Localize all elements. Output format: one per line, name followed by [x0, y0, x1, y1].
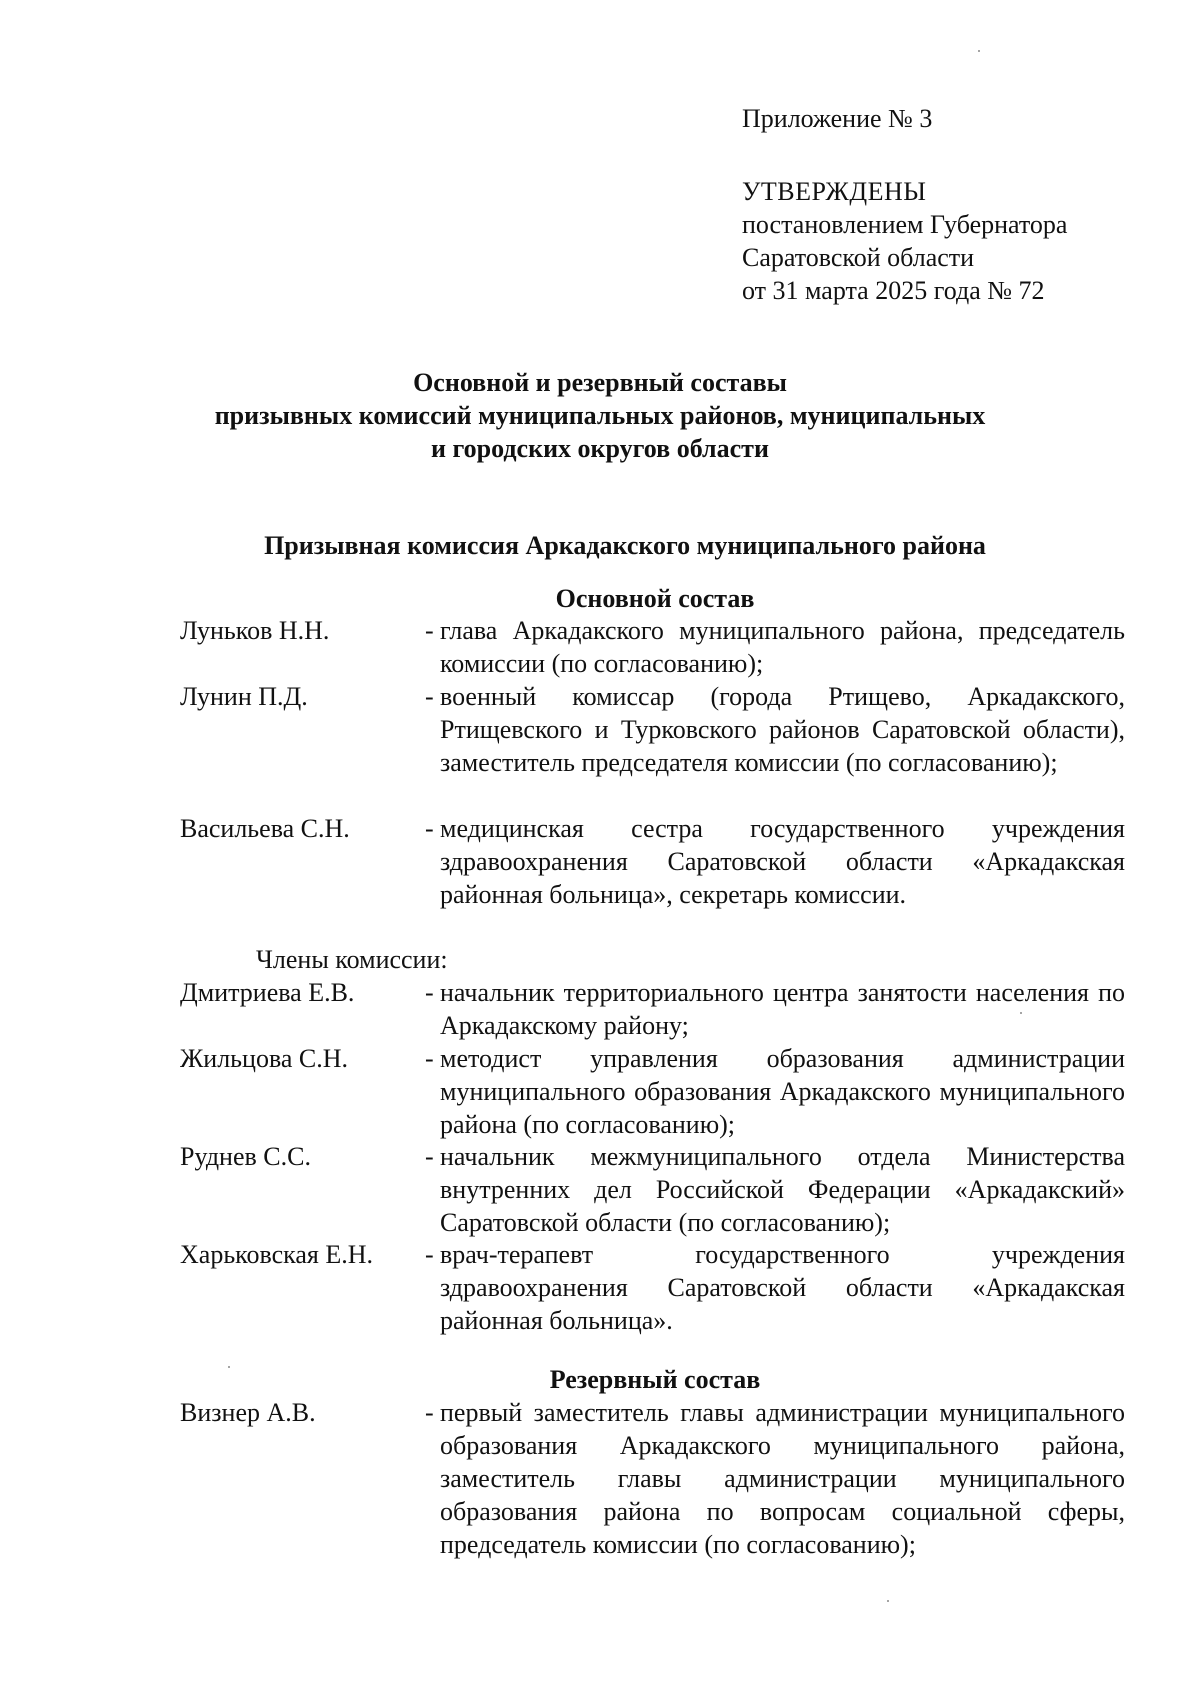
member-name: Руднев С.С.: [180, 1142, 311, 1171]
scan-speck: [228, 1366, 230, 1368]
scan-speck: [978, 50, 980, 52]
member-position: медицинская сестра государственного учреждения здравоохранения Саратовской области «Аркадакская районная больница», секретарь комиссии.: [440, 814, 1125, 909]
member-name: Визнер А.В.: [180, 1398, 316, 1427]
member-name: Лунин П.Д.: [180, 682, 308, 711]
member-position: врач-терапевт государственного учреждения здравоохранения Саратовской области «Аркадакская районная больница».: [440, 1240, 1125, 1335]
member-entry: [180, 976, 1125, 1042]
dash: -: [425, 1240, 434, 1269]
dash: -: [425, 1398, 434, 1427]
members-label: Члены комиссии:: [256, 945, 448, 974]
member-entry: [180, 680, 1125, 779]
member-position: начальник межмуниципального отдела Министерства внутренних дел Российской Федерации «Аркадакский» Саратовской области (по согласованию);: [440, 1142, 1125, 1237]
member-entry: [180, 812, 1125, 911]
member-position: глава Аркадакского муниципального района, председатель комиссии (по согласованию);: [440, 616, 1125, 678]
main-composition-heading: Основной состав: [555, 584, 755, 613]
member-name: Дмитриева Е.В.: [180, 978, 355, 1007]
member-entry: [180, 614, 1125, 680]
approval-line: постановлением Губернатора: [742, 210, 1068, 239]
member-name: Луньков Н.Н.: [180, 616, 330, 645]
commission-title: Призывная комиссия Аркадакского муниципального района: [264, 531, 986, 560]
title-line: Основной и резервный составы: [413, 368, 787, 397]
member-position: методист управления образования администрации муниципального образования Аркадакского муниципального района (по согласованию);: [440, 1044, 1125, 1139]
member-position: военный комиссар (города Ртищево, Аркадакского, Ртищевского и Турковского районов Саратовской области), заместитель председателя комиссии (по согласованию);: [440, 682, 1125, 777]
approval-block: [742, 102, 1067, 307]
approval-line: от 31 марта 2025 года № 72: [742, 276, 1045, 305]
approval-line: Саратовской области: [742, 243, 975, 272]
title-line: и городских округов области: [431, 434, 769, 463]
dash: -: [425, 682, 434, 711]
member-name: Жильцова С.Н.: [180, 1044, 349, 1073]
approved-label: УТВЕРЖДЕНЫ: [742, 177, 927, 206]
title-line: призывных комиссий муниципальных районов, муниципальных: [214, 401, 986, 430]
scan-speck: [887, 1600, 889, 1602]
dash: -: [425, 814, 434, 843]
member-position: первый заместитель главы администрации муниципального образования Аркадакского муниципального района, заместитель главы администрации муниципального образования района по вопросам социальной сферы, председатель комиссии (по согласованию);: [440, 1398, 1125, 1559]
scan-speck: [1020, 1012, 1022, 1014]
reserve-composition-heading: Резервный состав: [549, 1365, 761, 1394]
dash: -: [425, 616, 434, 645]
member-entry: [180, 1238, 1125, 1337]
appendix-number: Приложение № 3: [742, 104, 933, 133]
member-entry: [180, 1396, 1125, 1561]
document-title: [0, 366, 1200, 465]
member-entry: [180, 1042, 1125, 1141]
member-name: Васильева С.Н.: [180, 814, 350, 843]
member-position: начальник территориального центра занятости населения по Аркадакскому району;: [440, 978, 1125, 1040]
dash: -: [425, 978, 434, 1007]
dash: -: [425, 1142, 434, 1171]
dash: -: [425, 1044, 434, 1073]
member-entry: [180, 1140, 1125, 1239]
member-name: Харьковская Е.Н.: [180, 1240, 374, 1269]
